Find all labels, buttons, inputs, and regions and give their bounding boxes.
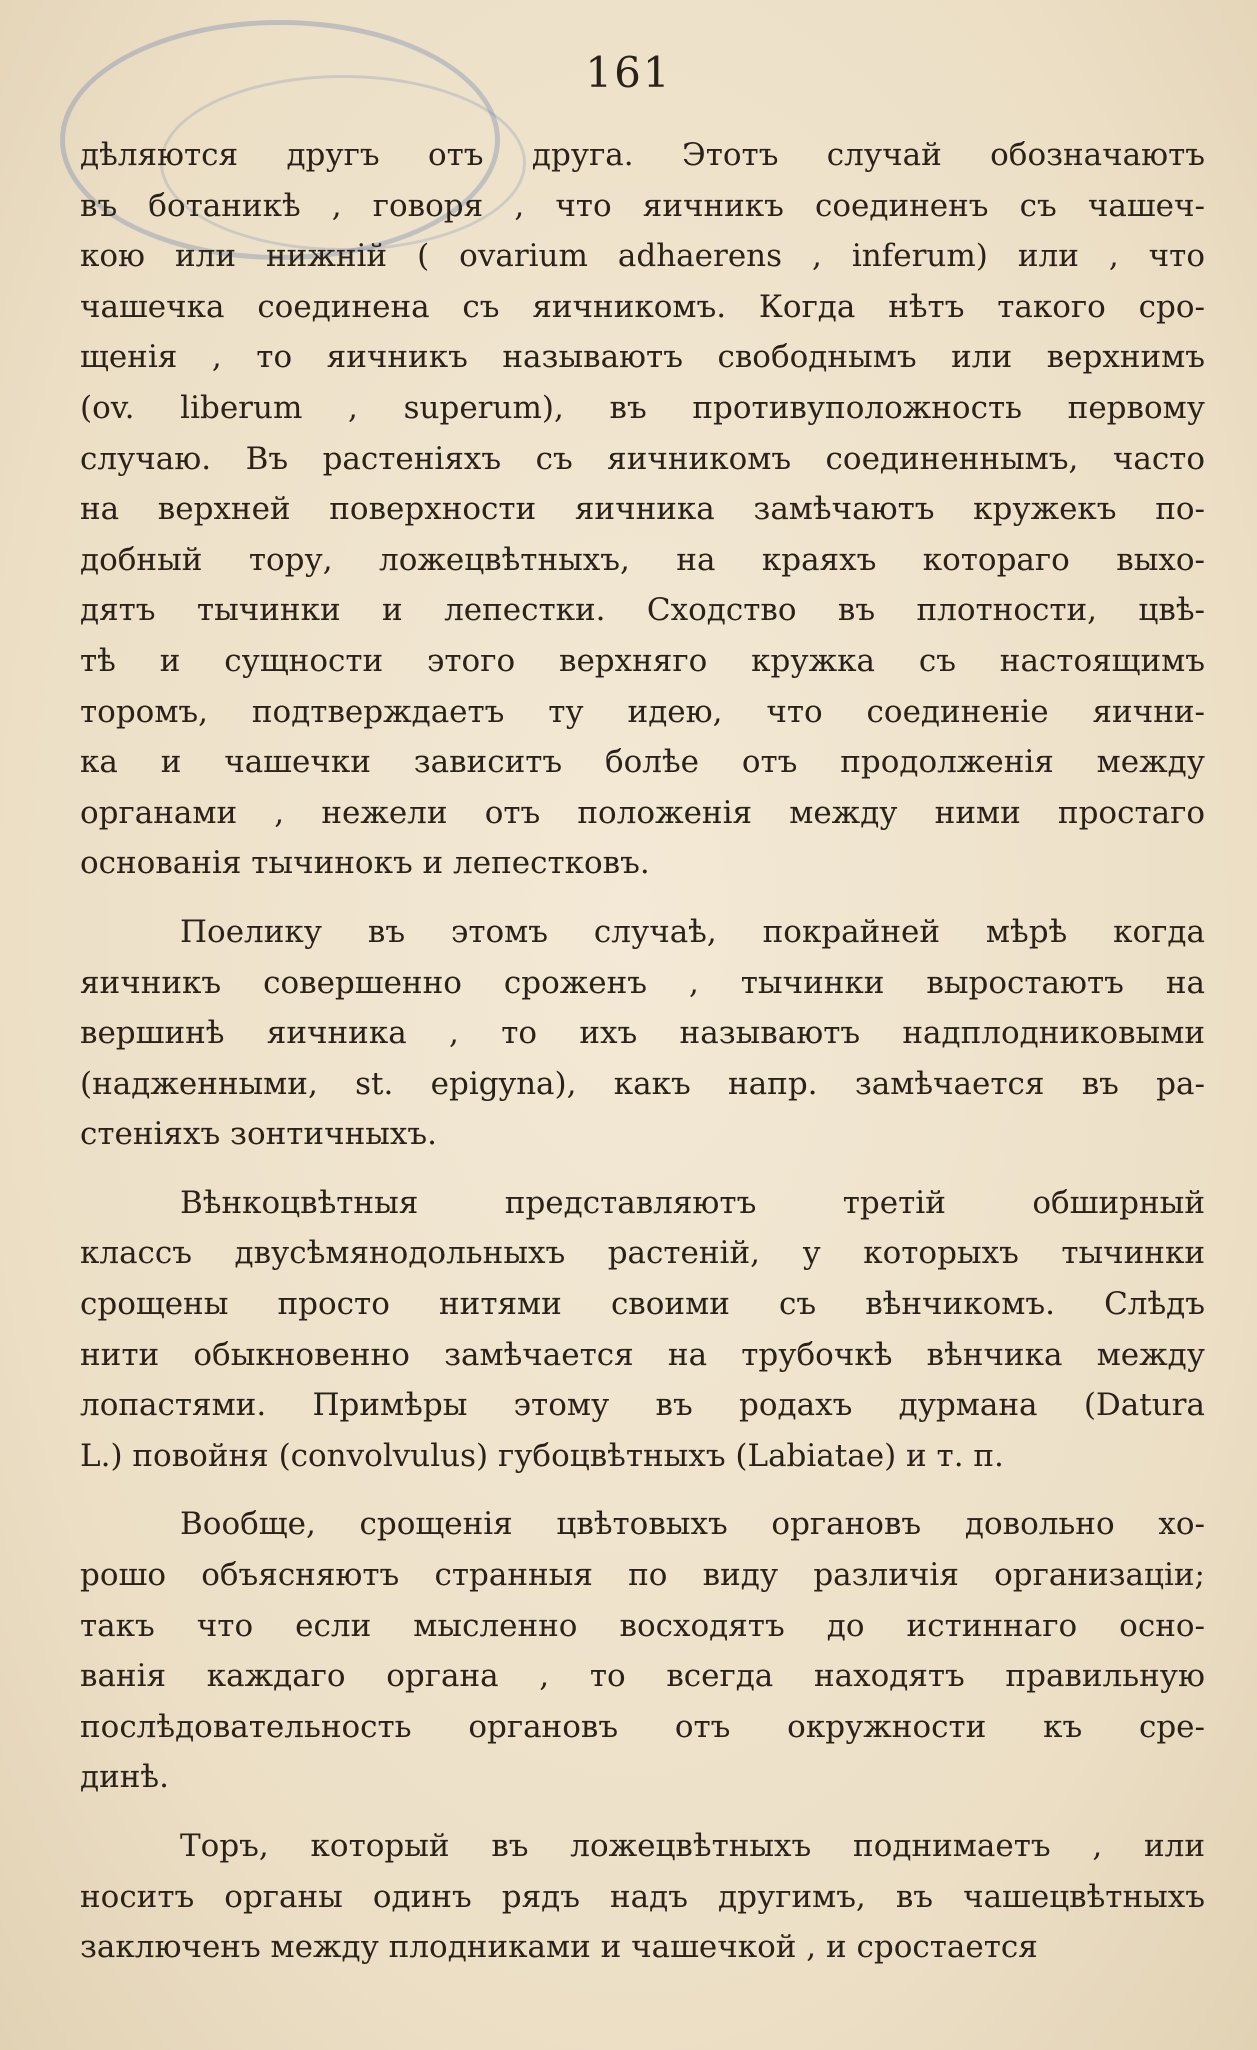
text-line: такъ что если мысленно восходятъ до истиннаго осно- (80, 1607, 1205, 1644)
text-line: добный тору, ложецвѣтныхъ, на краяхъ котораго выхо- (80, 541, 1205, 578)
text-line: кою или нижній ( ovarium adhaerens , inferum) или , что (80, 238, 1205, 275)
text-line: дятъ тычинки и лепестки. Сходство въ плотности, цвѣ- (80, 592, 1205, 629)
text-line: чашечка соединена съ яичникомъ. Когда нѣтъ такого сро- (80, 288, 1205, 325)
text-line: Поелику въ этомъ случаѣ, покрайней мѣрѣ когда (180, 913, 1205, 950)
paragraph (80, 1821, 1205, 1973)
text-line: тѣ и сущности этого верхняго кружка съ настоящимъ (80, 642, 1205, 679)
text-line: L.) повойня (convolvulus) губоцвѣтныхъ (Labiatae) и т. п. (80, 1437, 1004, 1474)
text-line: ванія каждаго органа , то всегда находятъ правильную (80, 1658, 1205, 1695)
paragraph (80, 907, 1205, 1160)
page-number: 161 (585, 48, 672, 97)
text-line: вершинѣ яичника , то ихъ называютъ надплодниковыми (80, 1015, 1205, 1052)
text-line: щенія , то яичникъ называютъ свободнымъ или верхнимъ (80, 339, 1205, 376)
text-line: Вообще, срощенія цвѣтовыхъ органовъ довольно хо- (180, 1506, 1205, 1543)
text-line: (надженными, st. epigyna), какъ напр. замѣчается въ ра- (80, 1065, 1205, 1102)
text-line: торомъ, подтверждаетъ ту идею, что соединеніе яични- (80, 693, 1205, 730)
text-line: срощены просто нитями своими съ вѣнчикомъ. Слѣдъ (80, 1286, 1205, 1323)
text-line: классъ двусѣмянодольныхъ растеній, у которыхъ тычинки (80, 1235, 1205, 1272)
text-line: заключенъ между плодниками и чашечкой , и сростается (80, 1929, 1038, 1966)
text-line: носитъ органы одинъ рядъ надъ другимъ, въ чашецвѣтныхъ (80, 1878, 1205, 1915)
text-line: яичникъ совершенно сроженъ , тычинки выростаютъ на (80, 964, 1205, 1001)
text-line: Вѣнкоцвѣтныя представляютъ третій обширный (180, 1184, 1205, 1221)
paragraph (80, 1178, 1205, 1482)
text-line: органами , нежели отъ положенія между ними простаго (80, 794, 1205, 831)
text-line: на верхней поверхности яичника замѣчаютъ кружекъ по- (80, 491, 1205, 528)
text-line: случаю. Въ растеніяхъ съ яичникомъ соединеннымъ, часто (80, 440, 1205, 477)
text-line: стеніяхъ зонтичныхъ. (80, 1116, 437, 1153)
text-line: Торъ, который въ ложецвѣтныхъ поднимаетъ , или (180, 1828, 1205, 1864)
text-line: дѣляются другъ отъ друга. Этотъ случай обозначаютъ (80, 137, 1205, 173)
paragraph (80, 1499, 1205, 1803)
paragraph (80, 130, 1205, 889)
text-line: основанія тычинокъ и лепестковъ. (80, 845, 650, 882)
text-line: въ ботаникѣ , говоря , что яичникъ соединенъ съ чашеч- (80, 187, 1205, 224)
body-text (80, 130, 1205, 1991)
text-line: ка и чашечки зависитъ болѣе отъ продолженія между (80, 744, 1205, 781)
text-line: (ov. liberum , superum), въ противуположность первому (80, 389, 1205, 426)
text-line: нити обыкновенно замѣчается на трубочкѣ вѣнчика между (80, 1336, 1205, 1373)
text-line: рошо объясняютъ странныя по виду различія организаціи; (80, 1557, 1205, 1594)
text-line: послѣдовательность органовъ отъ окружности къ сре- (80, 1708, 1205, 1745)
text-line: динѣ. (80, 1759, 169, 1796)
text-line: лопастями. Примѣры этому въ родахъ дурмана (Datura (80, 1387, 1205, 1424)
